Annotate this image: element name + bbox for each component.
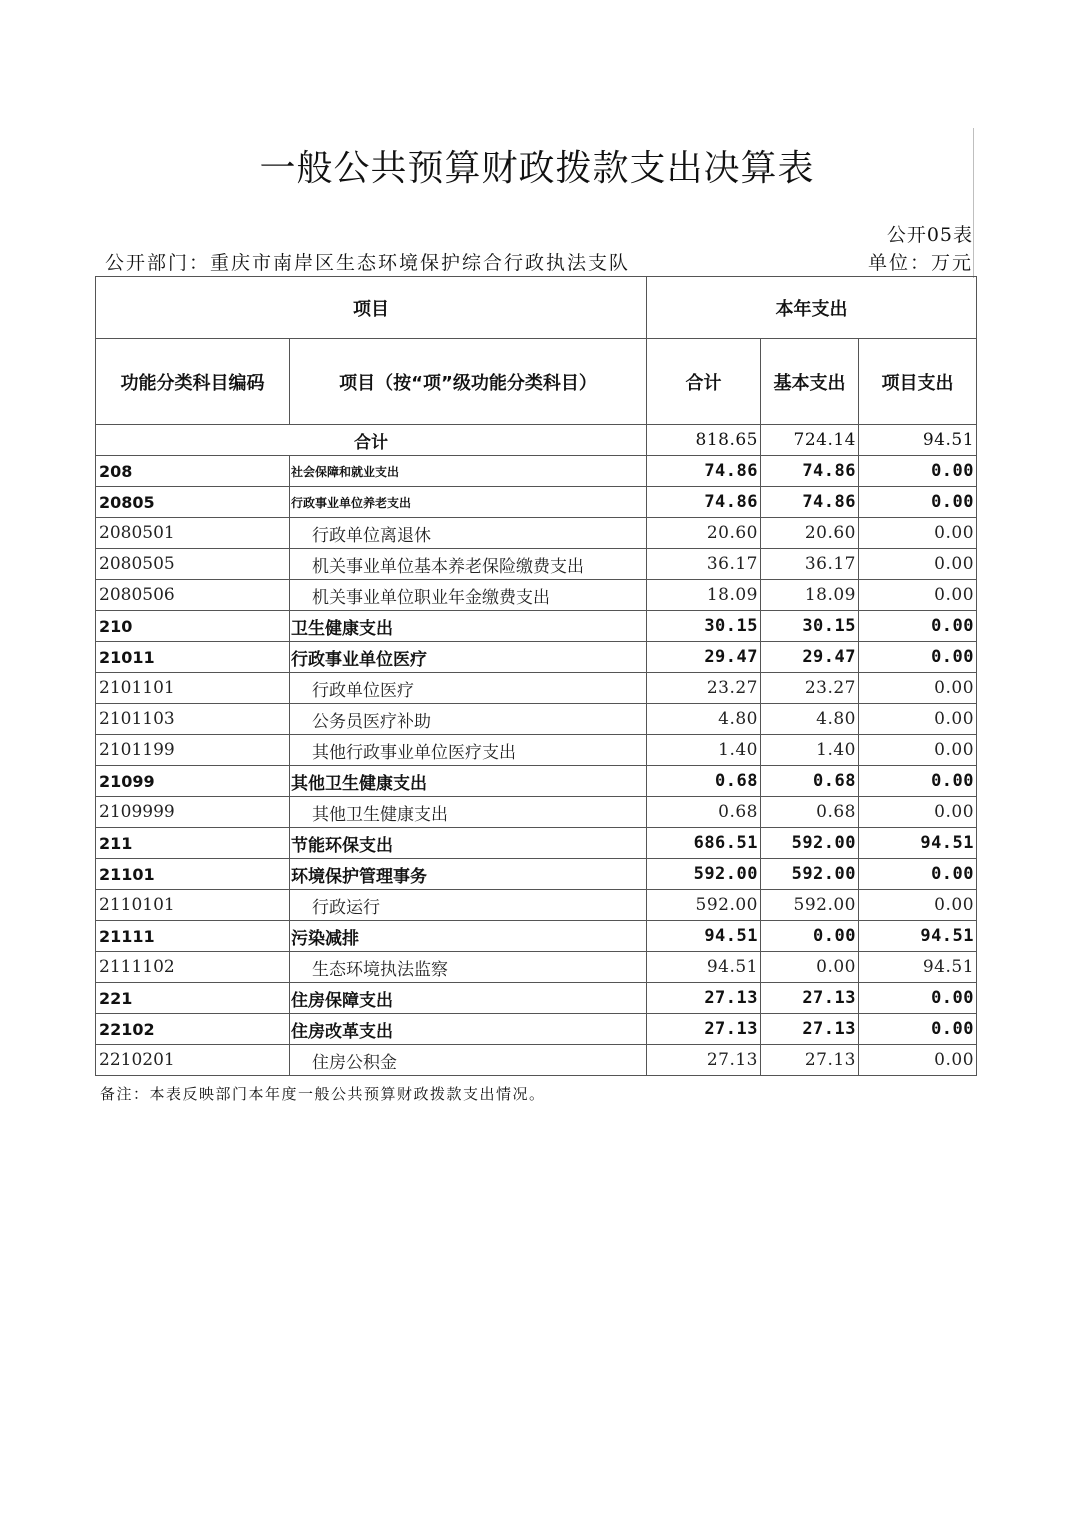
row-code: 2101101 (96, 673, 290, 704)
header-total: 合计 (647, 339, 761, 425)
row-total: 27.13 (647, 983, 761, 1014)
row-name: 其他卫生健康支出 (290, 766, 647, 797)
department-label: 公开部门：重庆市南岸区生态环境保护综合行政执法支队 (105, 252, 631, 274)
row-total: 94.51 (647, 921, 761, 952)
row-name: 生态环境执法监察 (290, 952, 647, 983)
row-total: 592.00 (647, 859, 761, 890)
row-basic: 592.00 (761, 828, 859, 859)
row-total: 27.13 (647, 1014, 761, 1045)
table-row (96, 611, 977, 642)
row-program: 0.00 (859, 487, 977, 518)
table-row (96, 642, 977, 673)
row-basic: 0.00 (761, 952, 859, 983)
budget-table (95, 276, 977, 1076)
table-row (96, 983, 977, 1014)
row-program: 0.00 (859, 642, 977, 673)
row-program: 0.00 (859, 735, 977, 766)
table-row (96, 1045, 977, 1076)
row-code: 22102 (96, 1014, 290, 1045)
row-code: 211 (96, 828, 290, 859)
total-row-label: 合计 (96, 425, 647, 456)
table-row (96, 735, 977, 766)
row-code: 21111 (96, 921, 290, 952)
row-basic: 74.86 (761, 456, 859, 487)
row-name: 行政事业单位养老支出 (290, 487, 647, 518)
form-number: 公开05表 (886, 224, 973, 246)
row-name: 社会保障和就业支出 (290, 456, 647, 487)
table-row (96, 487, 977, 518)
row-program: 94.51 (859, 828, 977, 859)
row-program: 0.00 (859, 518, 977, 549)
row-program: 94.51 (859, 952, 977, 983)
row-name: 住房保障支出 (290, 983, 647, 1014)
total-row-program: 94.51 (859, 425, 977, 456)
row-basic: 1.40 (761, 735, 859, 766)
row-basic: 30.15 (761, 611, 859, 642)
row-name: 行政单位离退休 (290, 518, 647, 549)
row-name: 其他卫生健康支出 (290, 797, 647, 828)
page-title: 一般公共预算财政拨款支出决算表 (259, 148, 815, 189)
row-basic: 27.13 (761, 983, 859, 1014)
row-name: 卫生健康支出 (290, 611, 647, 642)
row-total: 30.15 (647, 611, 761, 642)
table-row (96, 766, 977, 797)
row-basic: 29.47 (761, 642, 859, 673)
row-basic: 592.00 (761, 890, 859, 921)
row-name: 机关事业单位职业年金缴费支出 (290, 580, 647, 611)
row-code: 210 (96, 611, 290, 642)
row-code: 2210201 (96, 1045, 290, 1076)
row-code: 2109999 (96, 797, 290, 828)
row-code: 221 (96, 983, 290, 1014)
table-row (96, 828, 977, 859)
row-total: 20.60 (647, 518, 761, 549)
row-code: 2080506 (96, 580, 290, 611)
table-row (96, 797, 977, 828)
header-current-year: 本年支出 (647, 277, 977, 339)
row-code: 2080501 (96, 518, 290, 549)
row-total: 686.51 (647, 828, 761, 859)
row-program: 0.00 (859, 859, 977, 890)
row-name: 行政单位医疗 (290, 673, 647, 704)
row-program: 0.00 (859, 1045, 977, 1076)
row-basic: 4.80 (761, 704, 859, 735)
row-name: 节能环保支出 (290, 828, 647, 859)
row-program: 0.00 (859, 797, 977, 828)
row-total: 4.80 (647, 704, 761, 735)
header-project: 项目 (96, 277, 647, 339)
table-row (96, 859, 977, 890)
row-total: 1.40 (647, 735, 761, 766)
row-total: 27.13 (647, 1045, 761, 1076)
row-total: 94.51 (647, 952, 761, 983)
row-name: 行政运行 (290, 890, 647, 921)
row-total: 36.17 (647, 549, 761, 580)
row-program: 0.00 (859, 611, 977, 642)
row-code: 2080505 (96, 549, 290, 580)
row-name: 公务员医疗补助 (290, 704, 647, 735)
row-basic: 36.17 (761, 549, 859, 580)
row-basic: 20.60 (761, 518, 859, 549)
header-program: 项目支出 (859, 339, 977, 425)
total-row-total: 818.65 (647, 425, 761, 456)
table-row (96, 921, 977, 952)
row-total: 18.09 (647, 580, 761, 611)
row-basic: 0.00 (761, 921, 859, 952)
row-code: 2101103 (96, 704, 290, 735)
row-basic: 0.68 (761, 766, 859, 797)
row-total: 74.86 (647, 487, 761, 518)
row-program: 0.00 (859, 704, 977, 735)
header-name: 项目（按“项”级功能分类科目） (290, 339, 647, 425)
row-code: 208 (96, 456, 290, 487)
row-basic: 74.86 (761, 487, 859, 518)
header-basic: 基本支出 (761, 339, 859, 425)
row-name: 机关事业单位基本养老保险缴费支出 (290, 549, 647, 580)
row-name: 住房改革支出 (290, 1014, 647, 1045)
row-program: 0.00 (859, 580, 977, 611)
table-row (96, 952, 977, 983)
row-code: 2101199 (96, 735, 290, 766)
row-basic: 27.13 (761, 1014, 859, 1045)
row-code: 2111102 (96, 952, 290, 983)
row-program: 0.00 (859, 1014, 977, 1045)
row-code: 20805 (96, 487, 290, 518)
table-row (96, 673, 977, 704)
table-row (96, 1014, 977, 1045)
unit-label: 单位：万元 (867, 252, 973, 274)
row-program: 94.51 (859, 921, 977, 952)
row-basic: 23.27 (761, 673, 859, 704)
row-total: 29.47 (647, 642, 761, 673)
table-row (96, 456, 977, 487)
row-name: 环境保护管理事务 (290, 859, 647, 890)
row-basic: 0.68 (761, 797, 859, 828)
row-program: 0.00 (859, 766, 977, 797)
row-total: 74.86 (647, 456, 761, 487)
row-total: 0.68 (647, 797, 761, 828)
row-total: 592.00 (647, 890, 761, 921)
row-program: 0.00 (859, 983, 977, 1014)
row-program: 0.00 (859, 549, 977, 580)
row-basic: 592.00 (761, 859, 859, 890)
table-row (96, 704, 977, 735)
table-row (96, 580, 977, 611)
row-code: 21011 (96, 642, 290, 673)
footnote: 备注：本表反映部门本年度一般公共预算财政拨款支出情况。 (100, 1085, 546, 1103)
row-code: 21101 (96, 859, 290, 890)
row-basic: 18.09 (761, 580, 859, 611)
row-program: 0.00 (859, 456, 977, 487)
row-program: 0.00 (859, 673, 977, 704)
row-program: 0.00 (859, 890, 977, 921)
table-row (96, 549, 977, 580)
row-code: 21099 (96, 766, 290, 797)
row-name: 其他行政事业单位医疗支出 (290, 735, 647, 766)
table-row (96, 890, 977, 921)
row-name: 住房公积金 (290, 1045, 647, 1076)
table-row (96, 518, 977, 549)
total-row-basic: 724.14 (761, 425, 859, 456)
header-code: 功能分类科目编码 (96, 339, 290, 425)
total-row (96, 425, 977, 456)
row-name: 行政事业单位医疗 (290, 642, 647, 673)
row-total: 23.27 (647, 673, 761, 704)
row-code: 2110101 (96, 890, 290, 921)
row-total: 0.68 (647, 766, 761, 797)
row-basic: 27.13 (761, 1045, 859, 1076)
row-name: 污染减排 (290, 921, 647, 952)
